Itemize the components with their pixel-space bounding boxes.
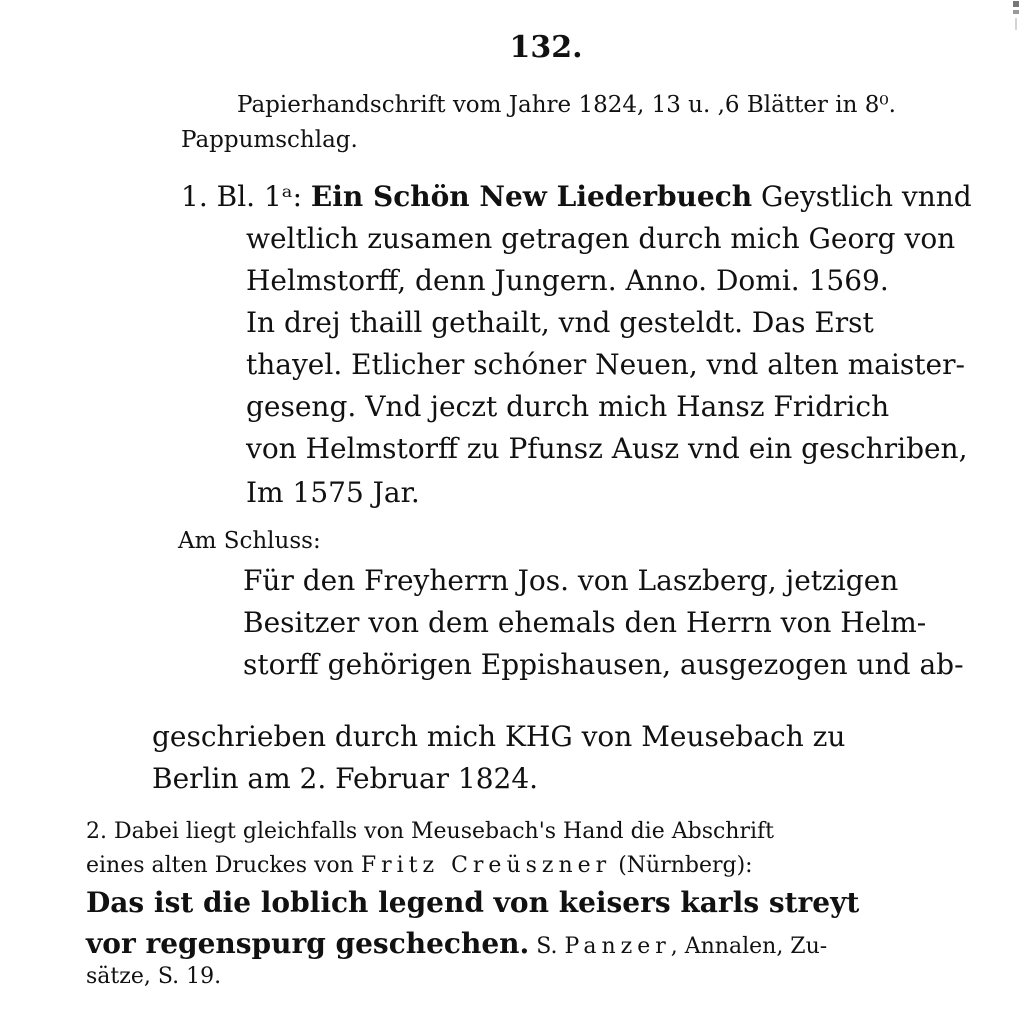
schluss-line: Berlin am 2. Februar 1824. [152, 762, 539, 795]
page-number: 132. [509, 30, 583, 65]
item-2-bold-title-line-2: vor regenspurg geschechen. [86, 927, 530, 960]
schluss-line: storff gehörigen Eppishausen, ausgezogen und ab- [243, 648, 964, 681]
item-1-first-line [181, 180, 972, 213]
item-1-line: geseng. Vnd jeczt durch mich Hansz Fridrich [246, 390, 890, 423]
item-2-line-4 [86, 927, 827, 960]
item-2-line-4-suffix-b: , Annalen, Zu- [670, 934, 828, 959]
item-2-printer-name: Fritz Creüszner [360, 853, 612, 878]
item-2-line-5: sätze, S. 19. [86, 964, 222, 989]
item-2-line-1: 2. Dabei liegt gleichfalls von Meusebach's Hand die Abschrift [86, 819, 775, 844]
item-2-line-4-suffix-a: S. [536, 934, 558, 959]
item-1-line: von Helmstorff zu Pfunsz Ausz vnd ein geschriben, [246, 432, 968, 465]
item-1-line: weltlich zusamen getragen durch mich Georg von [246, 222, 956, 255]
schluss-line: geschrieben durch mich KHG von Meusebach zu [152, 720, 846, 753]
schluss-line: Besitzer von dem ehemals den Herrn von Helm- [243, 606, 927, 639]
item-2-panzer: Panzer [564, 934, 671, 959]
scan-edge-mark [1012, 0, 1022, 32]
item-2-line-2-prefix: eines alten Druckes von [86, 853, 354, 878]
item-1-line-0: Geystlich vnnd [761, 180, 972, 213]
description-line-1: Papierhandschrift vom Jahre 1824, 13 u. ,6 Blätter in 8⁰. [237, 92, 896, 118]
schluss-label: Am Schluss: [178, 528, 321, 554]
description-line-2: Pappumschlag. [181, 127, 358, 153]
item-1-line: thayel. Etlicher schóner Neuen, vnd alten maister- [246, 348, 965, 381]
item-1-title: Ein Schön New Liederbuech [310, 180, 753, 213]
item-1-line: Helmstorff, denn Jungern. Anno. Domi. 1569. [246, 264, 889, 297]
item-2-bold-title-line-1: Das ist die loblich legend von keisers karls streyt [86, 886, 860, 919]
item-2-line-2-suffix: (Nürnberg): [618, 853, 753, 878]
item-1-line: In drej thaill gethailt, vnd gesteldt. Das Erst [246, 306, 874, 339]
item-1-line: Im 1575 Jar. [246, 476, 420, 509]
schluss-line: Für den Freyherrn Jos. von Laszberg, jetzigen [243, 564, 899, 597]
item-1-label: 1. Bl. 1ᵃ: [181, 180, 302, 213]
item-2-line-2 [86, 853, 753, 878]
